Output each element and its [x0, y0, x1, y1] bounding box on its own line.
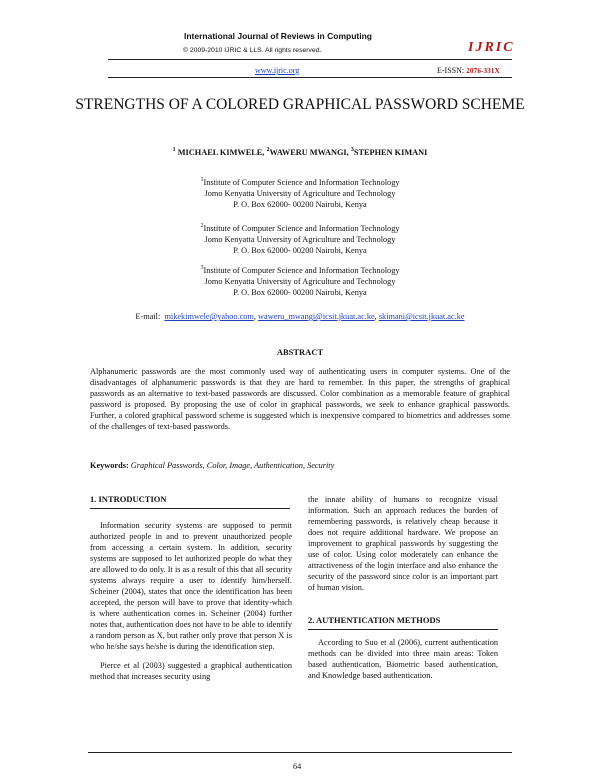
affiliation-sup: 3	[200, 265, 204, 272]
keywords	[90, 461, 334, 470]
footer-rule	[88, 752, 512, 753]
section-2-heading: 2. AUTHENTICATION METHODS	[308, 615, 441, 625]
affiliation-line: P. O. Box 62000- 00200 Nairobi, Kenya	[233, 246, 367, 255]
email-link-kimwele[interactable]: mikekimwele@yahoo.com	[164, 312, 254, 321]
keywords-list: Graphical Passwords, Color, Image, Authentication, Security	[130, 461, 335, 470]
author-sup: 2	[266, 147, 270, 154]
author-name: STEPHEN KIMANI	[353, 148, 428, 157]
affiliation-block	[60, 223, 540, 256]
affiliation-line: Institute of Computer Science and Information Technology	[203, 266, 400, 275]
issn-label: E-ISSN:	[437, 66, 465, 75]
author-sup: 1	[172, 147, 176, 154]
affiliation-block	[60, 265, 540, 298]
section-2-rule	[308, 629, 498, 630]
journal-website-link[interactable]: www.ijric.org	[255, 66, 300, 75]
author-name: WAWERU MWANGI,	[269, 148, 351, 157]
header-rule	[108, 59, 512, 60]
affiliation-sup: 2	[200, 223, 204, 230]
right-column	[308, 494, 498, 593]
right-column-paragraph: the innate ability of humans to recognize visual information. Such an approach reduces the burden of remembering passwords, is relatively cheap because it does not require additional hardware. We propose an improvement to graphical passwords by suggesting the use of color. Using color moderately can enhance the attractiveness of the login interface and also enhance the security of the password since color is an important part of human vision.	[308, 495, 498, 592]
left-column	[90, 520, 292, 682]
affiliation-line: Jomo Kenyatta University of Agriculture and Technology	[204, 277, 396, 286]
copyright-notice: © 2009-2010 IJRIC & LLS. All rights reserved.	[183, 47, 322, 54]
author-list	[60, 148, 540, 157]
affiliation-line: Institute of Computer Science and Information Technology	[203, 224, 400, 233]
email-line: E-mail: mikekimwele@yahoo.com, waweru_mwangi@icsit.jkuat.ac.ke, skimani@icsit.jkuat.ac.ke	[135, 312, 465, 321]
affiliation-line: Institute of Computer Science and Information Technology	[203, 178, 400, 187]
section-1-paragraph: Information security systems are supposed to permit authorized people in and to prevent unauthorized people from accessing a certain system. In addition, security systems are supposed to let authorized people do what they are allowed to do only. It is as a result of this that all security systems always require a user to identify him/herself. Scheiner (2004), states that once the identification has been accepted, the person will have to prove that identity-which is where authentication comes in. Scheiner (2004) further notes that, authentication does not have to be able to identify a random person as X, but rather only prove that person X is who he/she says he/she is during the identification step.	[90, 521, 292, 651]
affiliation-line: P. O. Box 62000- 00200 Nairobi, Kenya	[233, 288, 367, 297]
section-1-heading: 1. INTRODUCTION	[90, 494, 167, 504]
section-1-rule	[90, 508, 290, 509]
abstract-text: Alphanumeric passwords are the most commonly used way of authenticating users in computer systems. One of the disadvantages of alphanumeric passwords is that they are hard to remember. In this paper, the strengths of graphical passwords as an alternative to text-based passwords are discussed. Color combination as a memorable feature of graphical password is proposed. By proposing the use of color in graphical passwords, we seek to enhance graphical passwords. Further, a colored graphical password scheme is suggested which is inexpensive compared to biometrics and addresses some of the challenges of text-based passwords.	[90, 367, 510, 431]
affiliation-line: P. O. Box 62000- 00200 Nairobi, Kenya	[233, 200, 367, 209]
affiliation-line: Jomo Kenyatta University of Agriculture and Technology	[204, 235, 396, 244]
affiliation-line: Jomo Kenyatta University of Agriculture and Technology	[204, 189, 396, 198]
section-2-body	[308, 637, 498, 681]
issn-value: 2076-331X	[466, 66, 500, 75]
author-name: MICHAEL KIMWELE,	[175, 148, 267, 157]
email-link-kimani[interactable]: skimani@icsit.jkuat.ac.ke	[378, 312, 465, 321]
issn	[437, 66, 500, 75]
section-1-paragraph: Pierce et al (2003) suggested a graphical authentication method that increases security using	[90, 661, 292, 681]
abstract-heading: ABSTRACT	[276, 347, 324, 357]
section-2-paragraph: According to Suo et al (2006), current authentication methods can be divided into three main areas: Token based authentication, Biometric based authentication, and Knowledge based authentication.	[308, 638, 498, 680]
page-number: 64	[293, 762, 302, 771]
header-rule-bottom	[108, 77, 512, 78]
journal-logo: IJRIC	[468, 40, 515, 55]
affiliation-block	[60, 177, 540, 210]
affiliation-sup: 1	[200, 177, 204, 184]
email-label: E-mail:	[135, 312, 161, 321]
author-sup: 3	[350, 147, 354, 154]
keywords-label: Keywords:	[90, 461, 129, 470]
journal-title: International Journal of Reviews in Computing	[184, 31, 372, 41]
email-link-mwangi[interactable]: waweru_mwangi@icsit.jkuat.ac.ke	[258, 312, 375, 321]
paper-title: STRENGTHS OF A COLORED GRAPHICAL PASSWORD SCHEME	[75, 96, 525, 113]
